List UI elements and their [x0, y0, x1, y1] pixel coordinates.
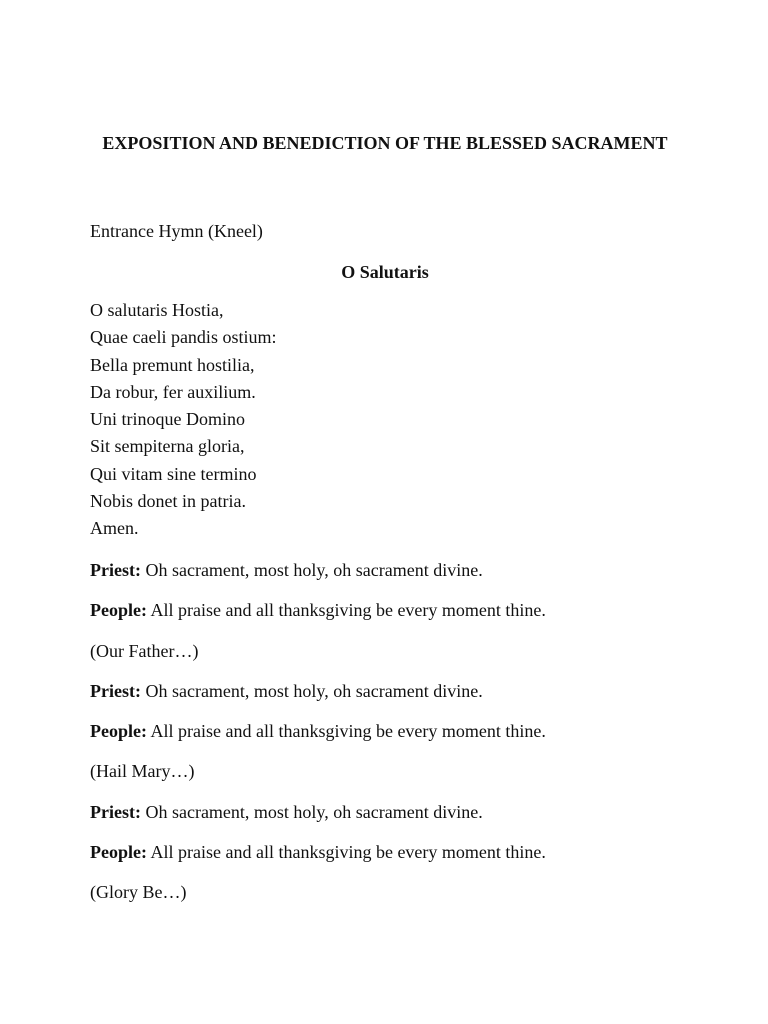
speaker-label: People: [90, 721, 147, 742]
response-text: All praise and all thanksgiving be every moment thine. [146, 842, 546, 863]
response-line [90, 880, 546, 920]
hymn-title: O Salutaris [341, 262, 429, 282]
response-text: Oh sacrament, most holy, oh sacrament divine. [140, 801, 483, 822]
response-line [90, 558, 546, 598]
speaker-label: Priest: [90, 801, 141, 822]
response-text: (Glory Be…) [90, 882, 187, 903]
entrance-hymn-line: Entrance Hymn (Kneel) [90, 221, 263, 241]
response-line [90, 639, 546, 679]
speaker-label: People: [90, 600, 147, 621]
response-line [90, 800, 546, 840]
hymn-line: Sit sempiterna gloria, [90, 436, 245, 457]
hymn-line: Da robur, fer auxilium. [90, 381, 256, 402]
response-line [90, 840, 546, 880]
hymn-line: Qui vitam sine termino [90, 463, 257, 484]
document-title: EXPOSITION AND BENEDICTION OF THE BLESSED SACRAMENT [102, 133, 668, 153]
response-line [90, 679, 546, 719]
response-text: Oh sacrament, most holy, oh sacrament divine. [140, 560, 483, 580]
response-text: All praise and all thanksgiving be every moment thine. [146, 721, 546, 742]
response-text: Oh sacrament, most holy, oh sacrament divine. [140, 680, 483, 701]
response-line [90, 719, 546, 759]
hymn-lyrics [90, 297, 276, 543]
response-line [90, 598, 546, 638]
response-text: (Our Father…) [90, 640, 199, 661]
hymn-line: O salutaris Hostia, [90, 300, 224, 320]
hymn-line: Nobis donet in patria. [90, 491, 246, 512]
speaker-label: Priest: [90, 560, 141, 580]
speaker-label: Priest: [90, 680, 141, 701]
speaker-label: People: [90, 842, 147, 863]
hymn-line: Quae caeli pandis ostium: [90, 327, 277, 348]
hymn-line: Uni trinoque Domino [90, 409, 245, 430]
response-line [90, 759, 546, 799]
response-text: All praise and all thanksgiving be every moment thine. [146, 600, 546, 621]
responses-list [90, 558, 546, 921]
hymn-line: Amen. [90, 518, 139, 539]
hymn-line: Bella premunt hostilia, [90, 354, 255, 375]
response-text: (Hail Mary…) [90, 761, 195, 782]
